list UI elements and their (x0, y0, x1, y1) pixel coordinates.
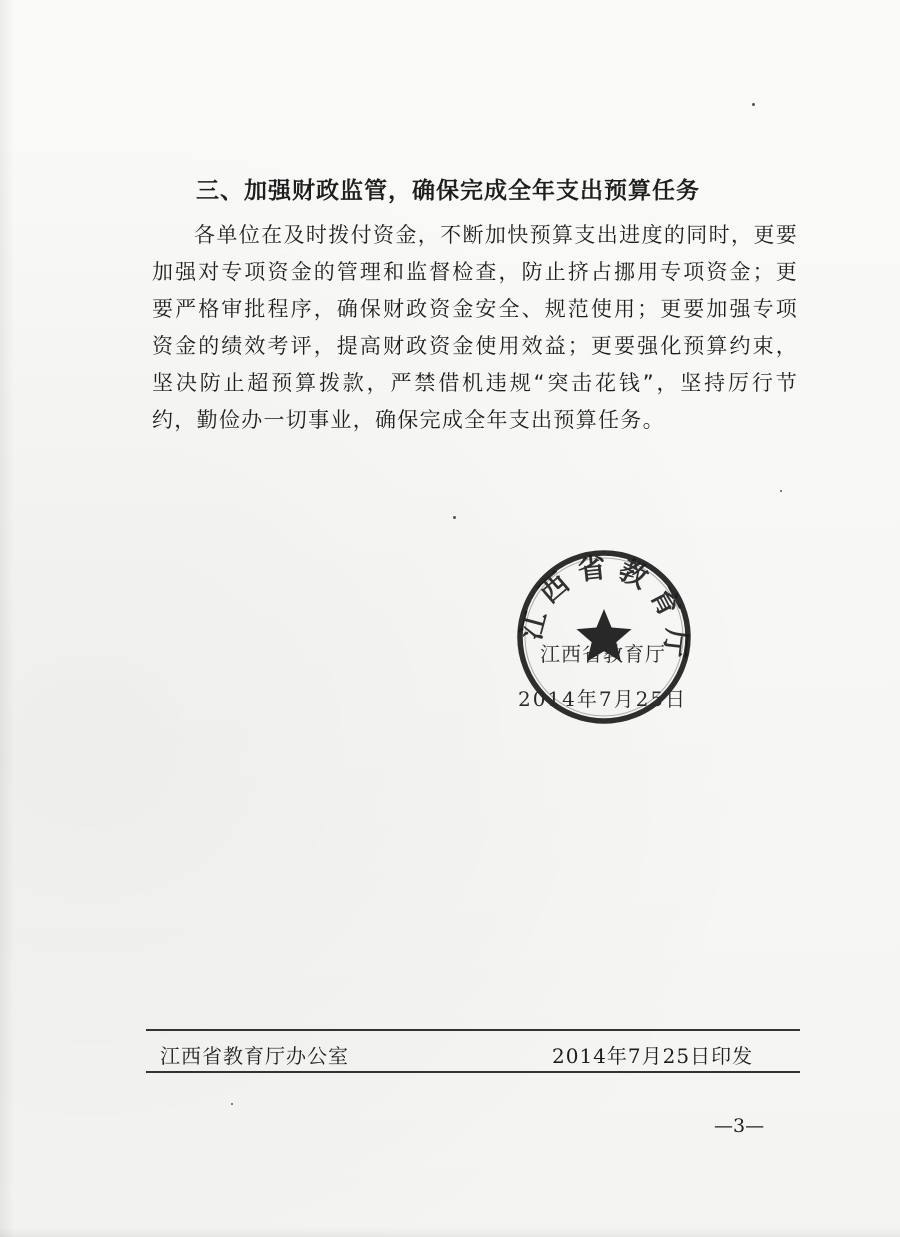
footer-office: 江西省教育厅办公室 (160, 1044, 349, 1068)
footer-rule-bottom (146, 1071, 800, 1073)
scan-speck (752, 103, 755, 106)
scan-edge-shadow (0, 0, 14, 1237)
scan-speck (780, 490, 782, 492)
scan-speck (231, 1103, 233, 1105)
footer-print-date: 2014年7月25日印发 (552, 1044, 754, 1068)
seal-text: 江西省教育厅 (514, 549, 694, 668)
body-paragraph: 各单位在及时拨付资金，不断加快预算支出进度的同时，更要加强对专项资金的管理和监督检查，防止挤占挪用专项资金；更要严格审批程序，确保财政资金安全、规范使用；更要加强专项资金的绩效考评，提高财政资金使用效益；更要强化预算约束，坚决防止超预算拨款，严禁借机违规“突击花钱”，坚持厉行节约，勤俭办一切事业，确保完成全年支出预算任务。 (152, 223, 798, 432)
section-body (152, 217, 798, 439)
issuer-signature: 江西省教育厅 (540, 642, 666, 666)
scan-edge-shadow-bottom (0, 1227, 900, 1237)
page-number: —3— (714, 1115, 765, 1137)
scan-speck (453, 516, 456, 519)
issue-date: 2014年7月25日 (518, 687, 688, 711)
section-heading: 三、加强财政监管，确保完成全年支出预算任务 (196, 178, 700, 204)
footer-rule-top (146, 1029, 800, 1031)
